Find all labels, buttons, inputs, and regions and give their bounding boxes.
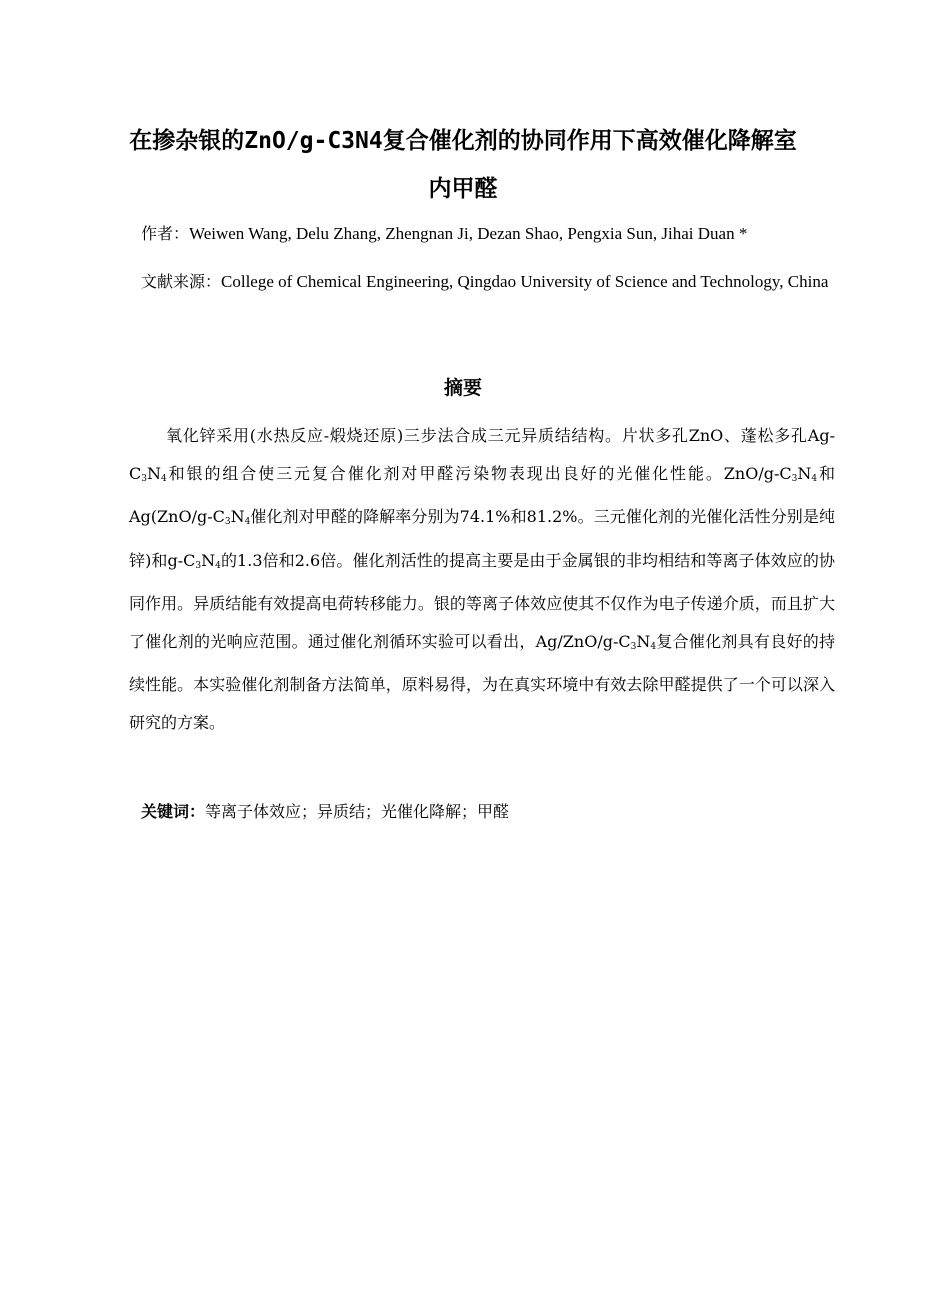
keywords-label: 关键词： (141, 802, 206, 821)
subscript: 3 (224, 517, 231, 527)
keywords-text: 等离子体效应；异质结；光催化降解；甲醛 (205, 802, 510, 821)
abstract-text: N (797, 463, 812, 483)
subscript: 3 (630, 641, 637, 652)
abstract-text: 催化剂对甲醛的降解率分别为74.1%和81.2%。三元催化剂的光催化活性分别是纯锌)和g-C (129, 507, 835, 570)
abstract-heading: 摘要 (443, 377, 482, 399)
abstract-text: 的1.3倍和2.6倍。催化剂活性的提高主要是由于金属银的非均相结和等离子体效应的协同作用。异质结能有效提高电荷转移能力。银的等离子体效应使其不仅作为电子传递介质，而且扩大了催化剂的光响应范围。通过催化剂循环实验可以看出，Ag/ZnO/g-C (129, 550, 835, 651)
authors-names: Weiwen Wang, Delu Zhang, Zhengnan Ji, Dezan Shao, Pengxia Sun, Jihai Duan * (189, 224, 748, 243)
abstract-text: N (146, 463, 161, 483)
source-label: 文献来源： (141, 272, 222, 291)
abstract-text: 和银的组合使三元复合催化剂对甲醛污染物表现出良好的光催化性能。ZnO/g-C (166, 463, 792, 483)
abstract-text: 复合催化剂具有良好的持续性能。本实验催化剂制备方法简单，原料易得，为在真实环境中有效去除甲醛提供了一个可以深入研究的方案。 (129, 631, 835, 732)
abstract-text: 和Ag(ZnO/g-C (129, 463, 835, 526)
abstract-text: N (201, 550, 216, 570)
subscript: 4 (215, 560, 221, 571)
subscript: 3 (141, 473, 147, 484)
paper-title-line-1: 在掺杂银的ZnO/g-C3N4复合催化剂的协同作用下高效催化降解室 (129, 128, 797, 154)
abstract-body (129, 417, 835, 741)
subscript: 3 (195, 560, 202, 571)
abstract-text: 氧化锌采用(水热反应-煅烧还原)三步法合成三元异质结结构。片状多孔ZnO、蓬松多孔Ag-C (129, 426, 835, 483)
subscript: 3 (791, 473, 798, 484)
abstract-text: N (230, 507, 245, 526)
keywords-line (141, 796, 509, 828)
paper-title-line-2: 内甲醛 (428, 176, 498, 202)
abstract-text: N (636, 631, 651, 651)
source-text: College of Chemical Engineering, Qingdao University of Science and Technology, China (221, 272, 829, 291)
subscript: 4 (160, 473, 167, 484)
source-line (141, 264, 831, 299)
subscript: 4 (650, 641, 657, 652)
subscript: 4 (244, 517, 251, 527)
authors-line (141, 216, 831, 251)
authors-label: 作者： (141, 224, 190, 243)
subscript: 4 (811, 473, 818, 484)
